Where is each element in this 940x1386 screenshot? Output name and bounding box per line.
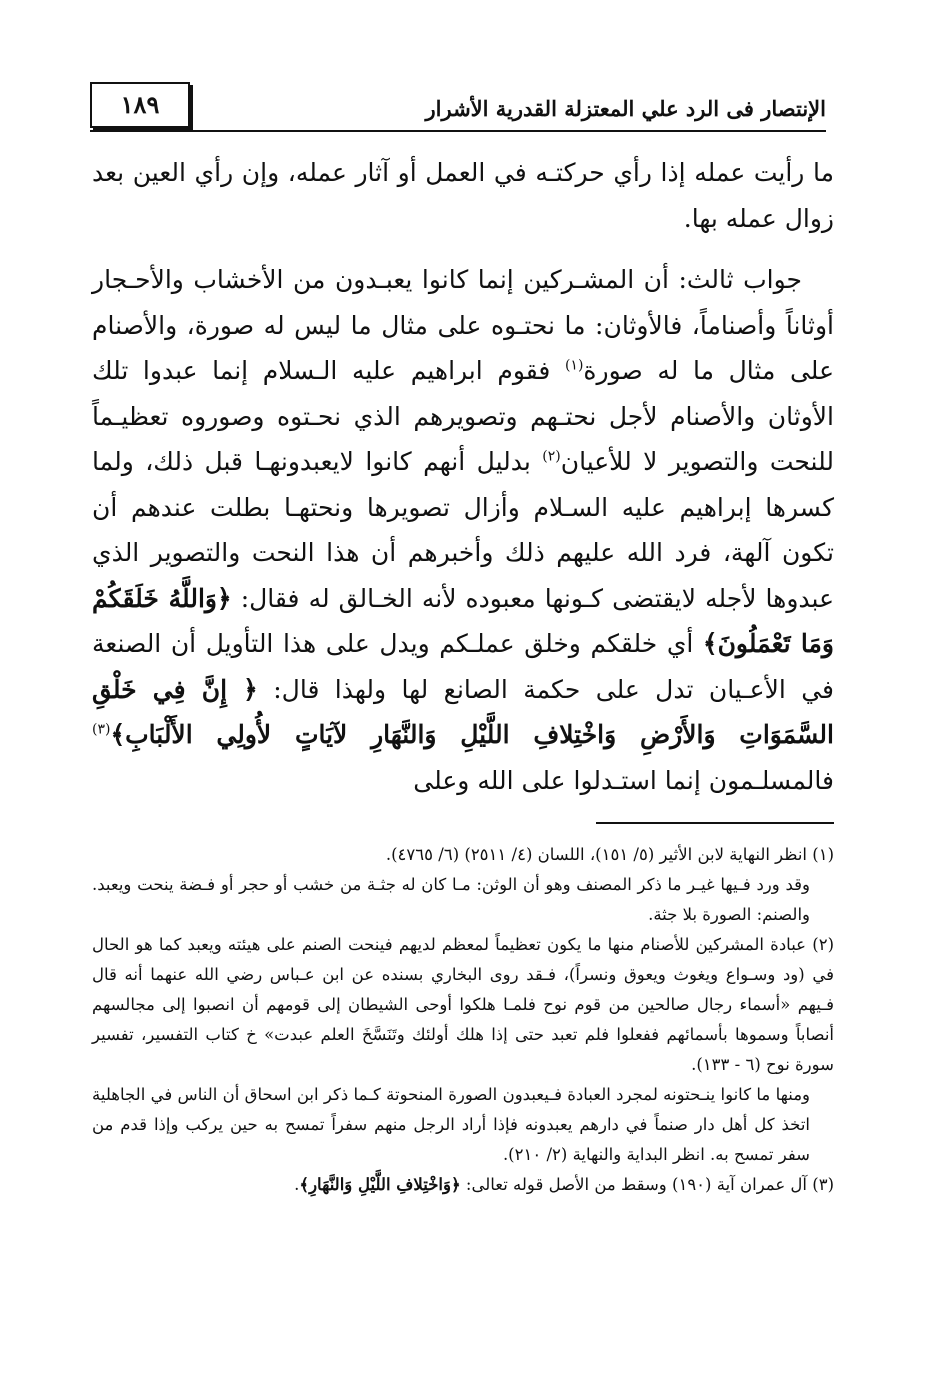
paragraph-2-text-a: جواب ثالث: أن المشـركين إنما كانوا يعبـدون من الأخشاب والأحـجار أوثاناً وأصناماً، فالأوثان: ما نحتـوه على مثال ما ليس له صورة، والأصنام على مثال ما له صورة bbox=[92, 265, 834, 385]
paragraph-2-text-b: فقوم ابراهيم عليه الـسلام إنما عبدوا تلك الأوثان والأصنام لأجل نحتـهم وتصويرهم الذي نحـتوه وصوروه تعظيـماً للنحت والتصوير لا للأعيان bbox=[92, 356, 834, 476]
footnote-1-continuation: وقد ورد فـيها غيـر ما ذكر المصنف وهو أن الوثن: مـا كان له جثـة من خشب أو حجر أو فـضة ينحت ويعبد. والصنم: الصورة بلا جثة. bbox=[92, 875, 810, 924]
footnote-ref-1: (١) bbox=[564, 357, 584, 374]
paragraph-2-text-d: أي خلقكم وخلق عملـكم ويدل على هذا التأويل أن الصنعة في الأعـيان تدل على حكمة الصانع لها ولهذا قال: bbox=[92, 629, 834, 704]
paragraph-2 bbox=[92, 257, 834, 803]
quran-verse-2: ﴿ إِنَّ فِي خَلْقِ السَّمَوَاتِ وَالأَرْضِ وَاخْتِلافِ اللَّيْلِ وَالنَّهَارِ لآيَاتٍ لأُولِي الأَلْبَابِ﴾ bbox=[92, 674, 834, 749]
footnote-3-quran: ﴿وَاخْتِلافِ اللَّيْلِ وَالنَّهَارِ﴾ bbox=[299, 1175, 461, 1194]
footnote-1: (١) انظر النهاية لابن الأثير (٥/ ١٥١)، اللسان (٤/ ٢٥١١) (٦/ ٤٧٦٥). bbox=[385, 845, 834, 864]
footnote-ref-3: (٣) bbox=[92, 721, 111, 738]
page-header bbox=[90, 82, 826, 130]
paragraph-2-text-e: فالمسلـمون إنما استـدلوا على الله وعلى bbox=[413, 765, 834, 795]
paragraph-1 bbox=[92, 150, 834, 241]
footnote-divider bbox=[596, 822, 834, 824]
header-divider bbox=[90, 130, 826, 132]
footnote-2-continuation: ومنها ما كانوا ينـحتونه لمجرد العبادة فـيعبدون الصورة المنحوتة كـما ذكر ابن اسحاق أن الناس في الجاهلية اتخذ كل أهل دار صنماً في دارهم يعبدونه فإذا أراد الرجل منهم سفراً تمسح به حين يركب وإذا قدم من سفر تمسح به. انظر البداية والنهاية (٢/ ٢١٠). bbox=[92, 1085, 810, 1164]
footnote-ref-2: (٢) bbox=[542, 448, 561, 465]
paragraph-2-text-c: بدليل أنهم كانوا لايعبدونهـا قبل ذلك، ولما كسرها إبراهيم عليه السـلام وأزال تصويرها ونحتهـا بطلت عندهم أن تكون آلهة، فرد الله عليهم ذلك وأخبرهم أن هذا النحت والتصوير الذي عبدوها لأجله لايقتضى كـونها معبوده لأنه الخـالق له فقال: bbox=[92, 447, 834, 613]
main-text bbox=[92, 150, 834, 803]
footnote-3-end: . bbox=[294, 1175, 300, 1194]
paragraph-1-text: ما رأيت عمله إذا رأي حركتـه في العمل أو آثار عمله، وإن رأي العين بعد زوال عمله بها. bbox=[92, 158, 834, 233]
page-number: ١٨٩ bbox=[90, 82, 190, 128]
running-title: الإنتصار فى الرد علي المعتزلة القدرية الأشرار bbox=[425, 96, 826, 121]
footnote-3-text: (٣) آل عمران آية (١٩٠) وسقط من الأصل قوله تعالى: bbox=[460, 1175, 834, 1194]
footnotes bbox=[92, 840, 834, 1200]
footnote-2: (٢) عبادة المشركين للأصنام منها ما يكون تعظيماً لمعظم لديهم فينحت الصنم على هيئته ويعبد كما هو الحال في (ود وسـواع ويغوث ويعوق ونسراً)، فـقد روى البخاري بسنده عن ابن عـباس رضي الله عنهما أنه قال فـيهم «أسماء رجال صالحين من قوم نوح فلمـا هلكوا أوحى الشيطان إلى قومهم أن انصبوا إلى مجالسهم أنصاباً وسموها بأسمائهم ففعلوا فلم تعبد حتى إذا هلك أولئك وتَنَسَّخَ العلم عبدت» خ كتاب التفسير، تفسير سورة نوح (٦ - ١٣٣). bbox=[92, 935, 834, 1074]
quran-verse-1: ﴿وَاللَّهُ خَلَقَكُمْ وَمَا تَعْمَلُونَ﴾ bbox=[92, 583, 834, 658]
footnote-3 bbox=[92, 1170, 834, 1200]
